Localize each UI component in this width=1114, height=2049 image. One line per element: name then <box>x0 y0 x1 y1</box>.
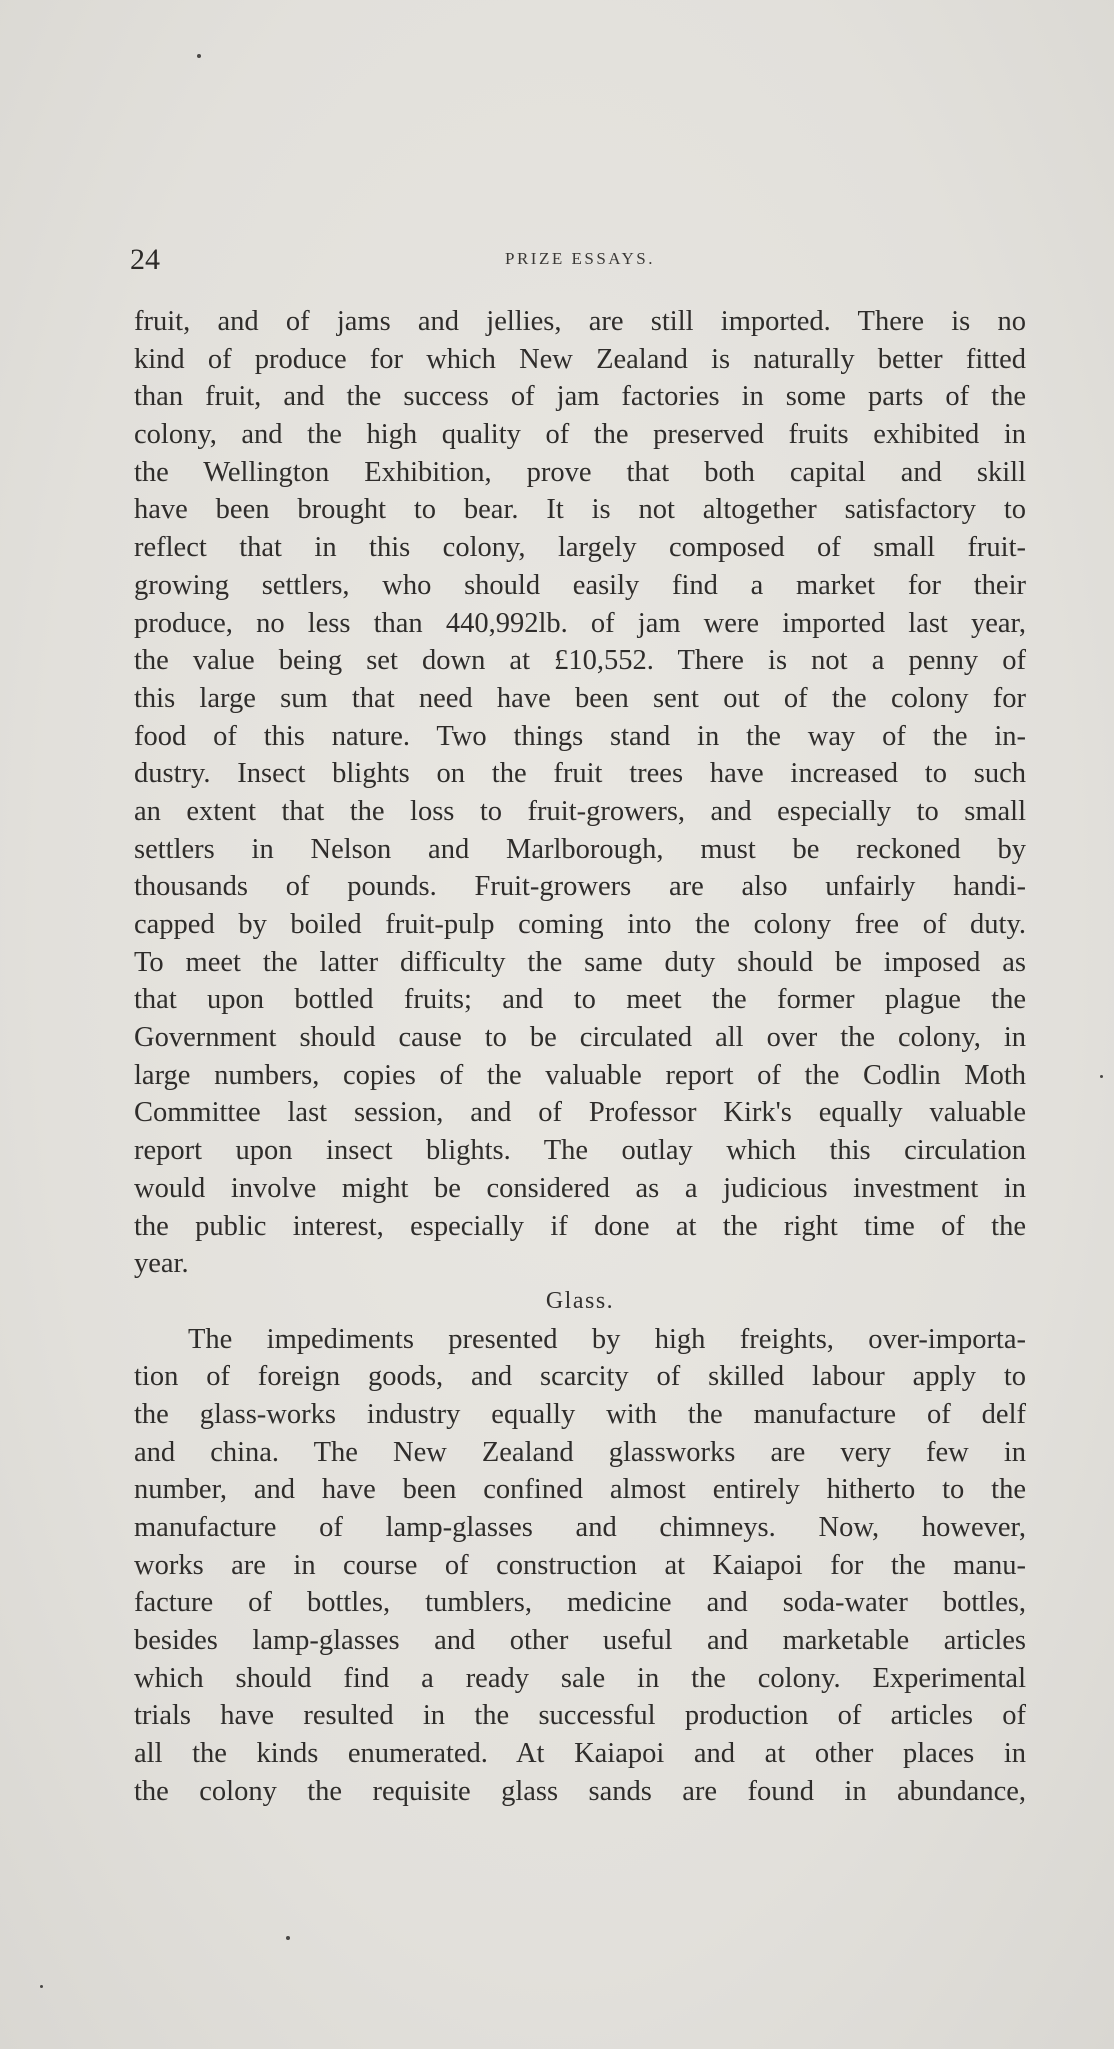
text-line: manufacture of lamp-glasses and chimneys. Now, however, <box>134 1512 1026 1543</box>
text-line: than fruit, and the success of jam factories in some parts of the <box>134 381 1026 413</box>
text-line: Committee last session, and of Professor Kirk's equally valuable <box>134 1097 1026 1129</box>
text-line: To meet the latter difficulty the same duty should be imposed as <box>134 946 1026 978</box>
paper-speck <box>197 54 201 58</box>
text-line: dustry. Insect blights on the fruit trees have increased to such <box>134 758 1026 790</box>
text-line: the public interest, especially if done at the right time of the <box>134 1210 1026 1242</box>
text-line: food of this nature. Two things stand in the way of the in- <box>134 720 1026 752</box>
text-line: report upon insect blights. The outlay which this circulation <box>134 1135 1026 1167</box>
text-line: besides lamp-glasses and other useful and marketable articles <box>134 1625 1026 1657</box>
text-line: trials have resulted in the successful production of articles of <box>134 1700 1026 1732</box>
text-line: facture of bottles, tumblers, medicine and soda-water bottles, <box>134 1587 1026 1619</box>
text-line: colony, and the high quality of the preserved fruits exhibited in <box>134 419 1026 451</box>
text-line: fruit, and of jams and jellies, are still imported. There is no <box>134 306 1026 337</box>
text-line: thousands of pounds. Fruit-growers are also unfairly handi- <box>134 871 1026 903</box>
text-line: the Wellington Exhibition, prove that both capital and skill <box>134 456 1026 488</box>
text-line: Government should cause to be circulated all over the colony, in <box>134 1022 1026 1054</box>
section-heading-glass: Glass. <box>545 1287 615 1314</box>
paper-speck <box>1100 1075 1103 1078</box>
text-line: all the kinds enumerated. At Kaiapoi and at other places in <box>134 1738 1026 1770</box>
text-line: year. <box>134 1248 189 1280</box>
paragraph-glass <box>134 1321 1026 1811</box>
text-line: tion of foreign goods, and scarcity of skilled labour apply to <box>134 1361 1026 1393</box>
text-line: number, and have been confined almost entirely hitherto to the <box>134 1474 1026 1506</box>
text-line: would involve might be considered as a judicious investment in <box>134 1172 1026 1204</box>
text-line: that upon bottled fruits; and to meet the former plague the <box>134 984 1026 1016</box>
text-line: and china. The New Zealand glassworks are very few in <box>134 1436 1026 1468</box>
text-line: works are in course of construction at Kaiapoi for the manu- <box>134 1549 1026 1581</box>
text-line: growing settlers, who should easily find a market for their <box>134 569 1026 601</box>
text-line: this large sum that need have been sent out of the colony for <box>134 682 1026 714</box>
text-line: an extent that the loss to fruit-growers, and especially to small <box>134 795 1026 827</box>
text-line: which should find a ready sale in the colony. Experimental <box>134 1662 1026 1694</box>
text-line: settlers in Nelson and Marlborough, must be reckoned by <box>134 833 1026 865</box>
text-line: the glass-works industry equally with the manufacture of delf <box>134 1398 1026 1430</box>
paragraph-fruit <box>134 303 1026 1283</box>
body-text <box>134 303 1026 1811</box>
text-line: The impediments presented by high freights, over-importa- <box>188 1323 1026 1355</box>
text-line: produce, no less than 440,992lb. of jam were imported last year, <box>134 607 1026 639</box>
text-line: kind of produce for which New Zealand is naturally better fitted <box>134 343 1026 375</box>
page-header <box>130 243 1030 283</box>
page-number: 24 <box>130 243 160 276</box>
paper-speck <box>40 1985 43 1988</box>
text-line: the value being set down at £10,552. There is not a penny of <box>134 645 1026 677</box>
running-head: PRIZE ESSAYS. <box>505 249 655 268</box>
text-line: have been brought to bear. It is not altogether satisfactory to <box>134 494 1026 526</box>
text-line: capped by boiled fruit-pulp coming into the colony free of duty. <box>134 909 1026 940</box>
text-line: large numbers, copies of the valuable report of the Codlin Moth <box>134 1059 1026 1091</box>
text-line: reflect that in this colony, largely composed of small fruit- <box>134 532 1026 564</box>
text-line: the colony the requisite glass sands are found in abundance, <box>134 1775 1026 1807</box>
paper-speck <box>286 1936 290 1940</box>
